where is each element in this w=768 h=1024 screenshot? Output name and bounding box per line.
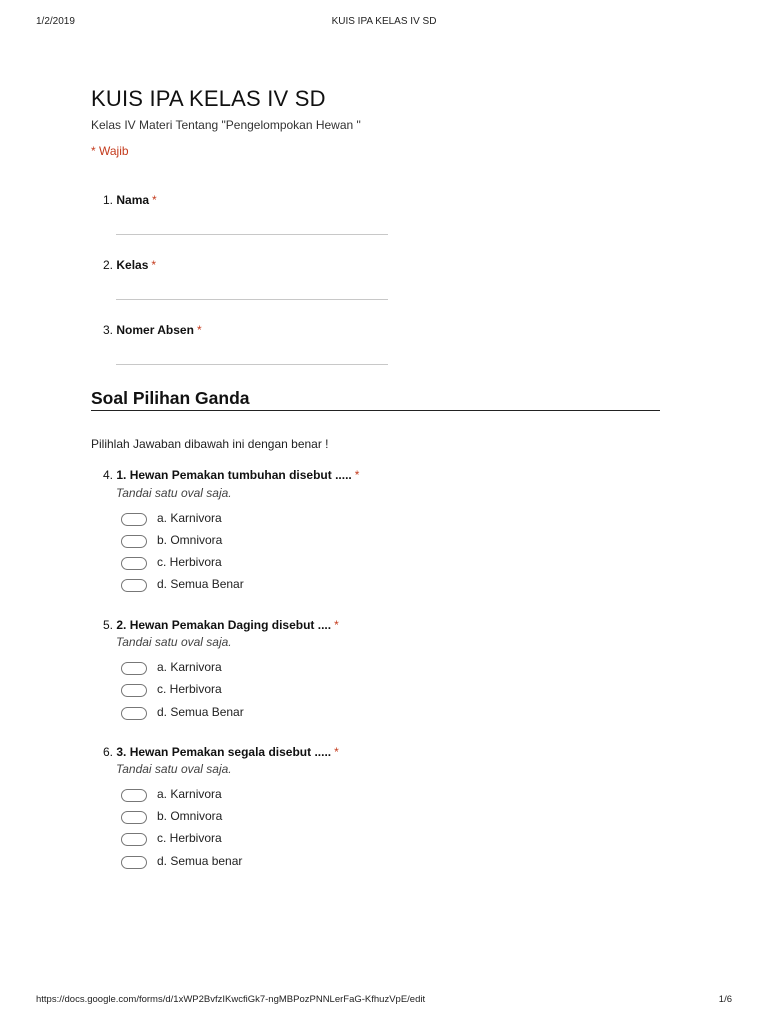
option-label: a. Karnivora [157,787,222,801]
page-number: 1/6 [718,994,732,1005]
option-label: c. Herbivora [157,682,222,696]
question-label: 1. Hewan Pemakan tumbuhan disebut ..... [116,468,352,482]
answer-line-nomer-absen[interactable] [116,364,388,365]
radio-oval[interactable] [121,662,147,675]
option[interactable] [121,705,244,721]
required-star: * [151,258,157,272]
radio-oval[interactable] [121,557,147,570]
option[interactable] [121,787,222,803]
radio-oval[interactable] [121,707,147,720]
question-number: 4. [103,468,114,482]
radio-oval[interactable] [121,856,147,869]
required-star: * [152,193,157,207]
option-label: b. Omnivora [157,533,223,547]
radio-oval[interactable] [121,579,147,592]
option-label: a. Karnivora [157,660,222,674]
option[interactable] [121,533,223,549]
radio-oval[interactable] [121,535,147,548]
question-number: 5. [103,618,114,632]
radio-oval[interactable] [121,513,147,526]
question-nomer-absen [103,323,202,337]
question-hint: Tandai satu oval saja. [116,762,232,776]
question-label: 2. Hewan Pemakan Daging disebut .... [116,618,332,632]
question-label: Kelas [116,258,149,272]
section-description: Pilihlah Jawaban dibawah ini dengan benar ! [91,437,329,451]
option-label: a. Karnivora [157,511,222,525]
option[interactable] [121,577,244,593]
option-label: b. Omnivora [157,809,223,823]
radio-oval[interactable] [121,833,147,846]
question-mc-3 [103,745,339,759]
question-label: Nama [116,193,150,207]
question-mc-2 [103,618,339,632]
option-label: c. Herbivora [157,831,222,845]
required-star: * [354,468,360,482]
option[interactable] [121,511,222,527]
question-kelas [103,258,156,272]
option[interactable] [121,660,222,676]
form-title: KUIS IPA KELAS IV SD [91,86,326,111]
option[interactable] [121,809,223,825]
option-label: d. Semua benar [157,854,243,868]
option[interactable] [121,682,222,698]
form-description: Kelas IV Materi Tentang "Pengelompokan Hewan " [91,118,361,132]
option[interactable] [121,831,222,847]
question-nama [103,193,157,207]
print-date: 1/2/2019 [36,16,75,27]
option[interactable] [121,854,243,870]
question-number: 6. [103,745,114,759]
answer-line-nama[interactable] [116,234,388,235]
option-label: d. Semua Benar [157,577,244,591]
section-divider [91,410,660,411]
section-title: Soal Pilihan Ganda [91,388,250,408]
question-number: 2. [103,258,114,272]
question-hint: Tandai satu oval saja. [116,486,232,500]
print-header-title: KUIS IPA KELAS IV SD [331,16,437,27]
required-note: * Wajib [91,144,129,158]
required-star: * [334,618,339,632]
radio-oval[interactable] [121,684,147,697]
required-star: * [334,745,339,759]
question-hint: Tandai satu oval saja. [116,635,232,649]
question-label: Nomer Absen [116,323,194,337]
radio-oval[interactable] [121,789,147,802]
answer-line-kelas[interactable] [116,299,388,300]
question-mc-1 [103,468,359,482]
print-footer-url: https://docs.google.com/forms/d/1xWP2BvfzIKwcfiGk7-ngMBPozPNNLerFaG-KfhuzVpE/edit [36,994,426,1005]
required-star: * [196,323,202,337]
question-number: 1. [103,193,114,207]
option[interactable] [121,555,222,571]
option-label: c. Herbivora [157,555,222,569]
question-number: 3. [103,323,114,337]
option-label: d. Semua Benar [157,705,244,719]
question-label: 3. Hewan Pemakan segala disebut ..... [116,745,332,759]
radio-oval[interactable] [121,811,147,824]
